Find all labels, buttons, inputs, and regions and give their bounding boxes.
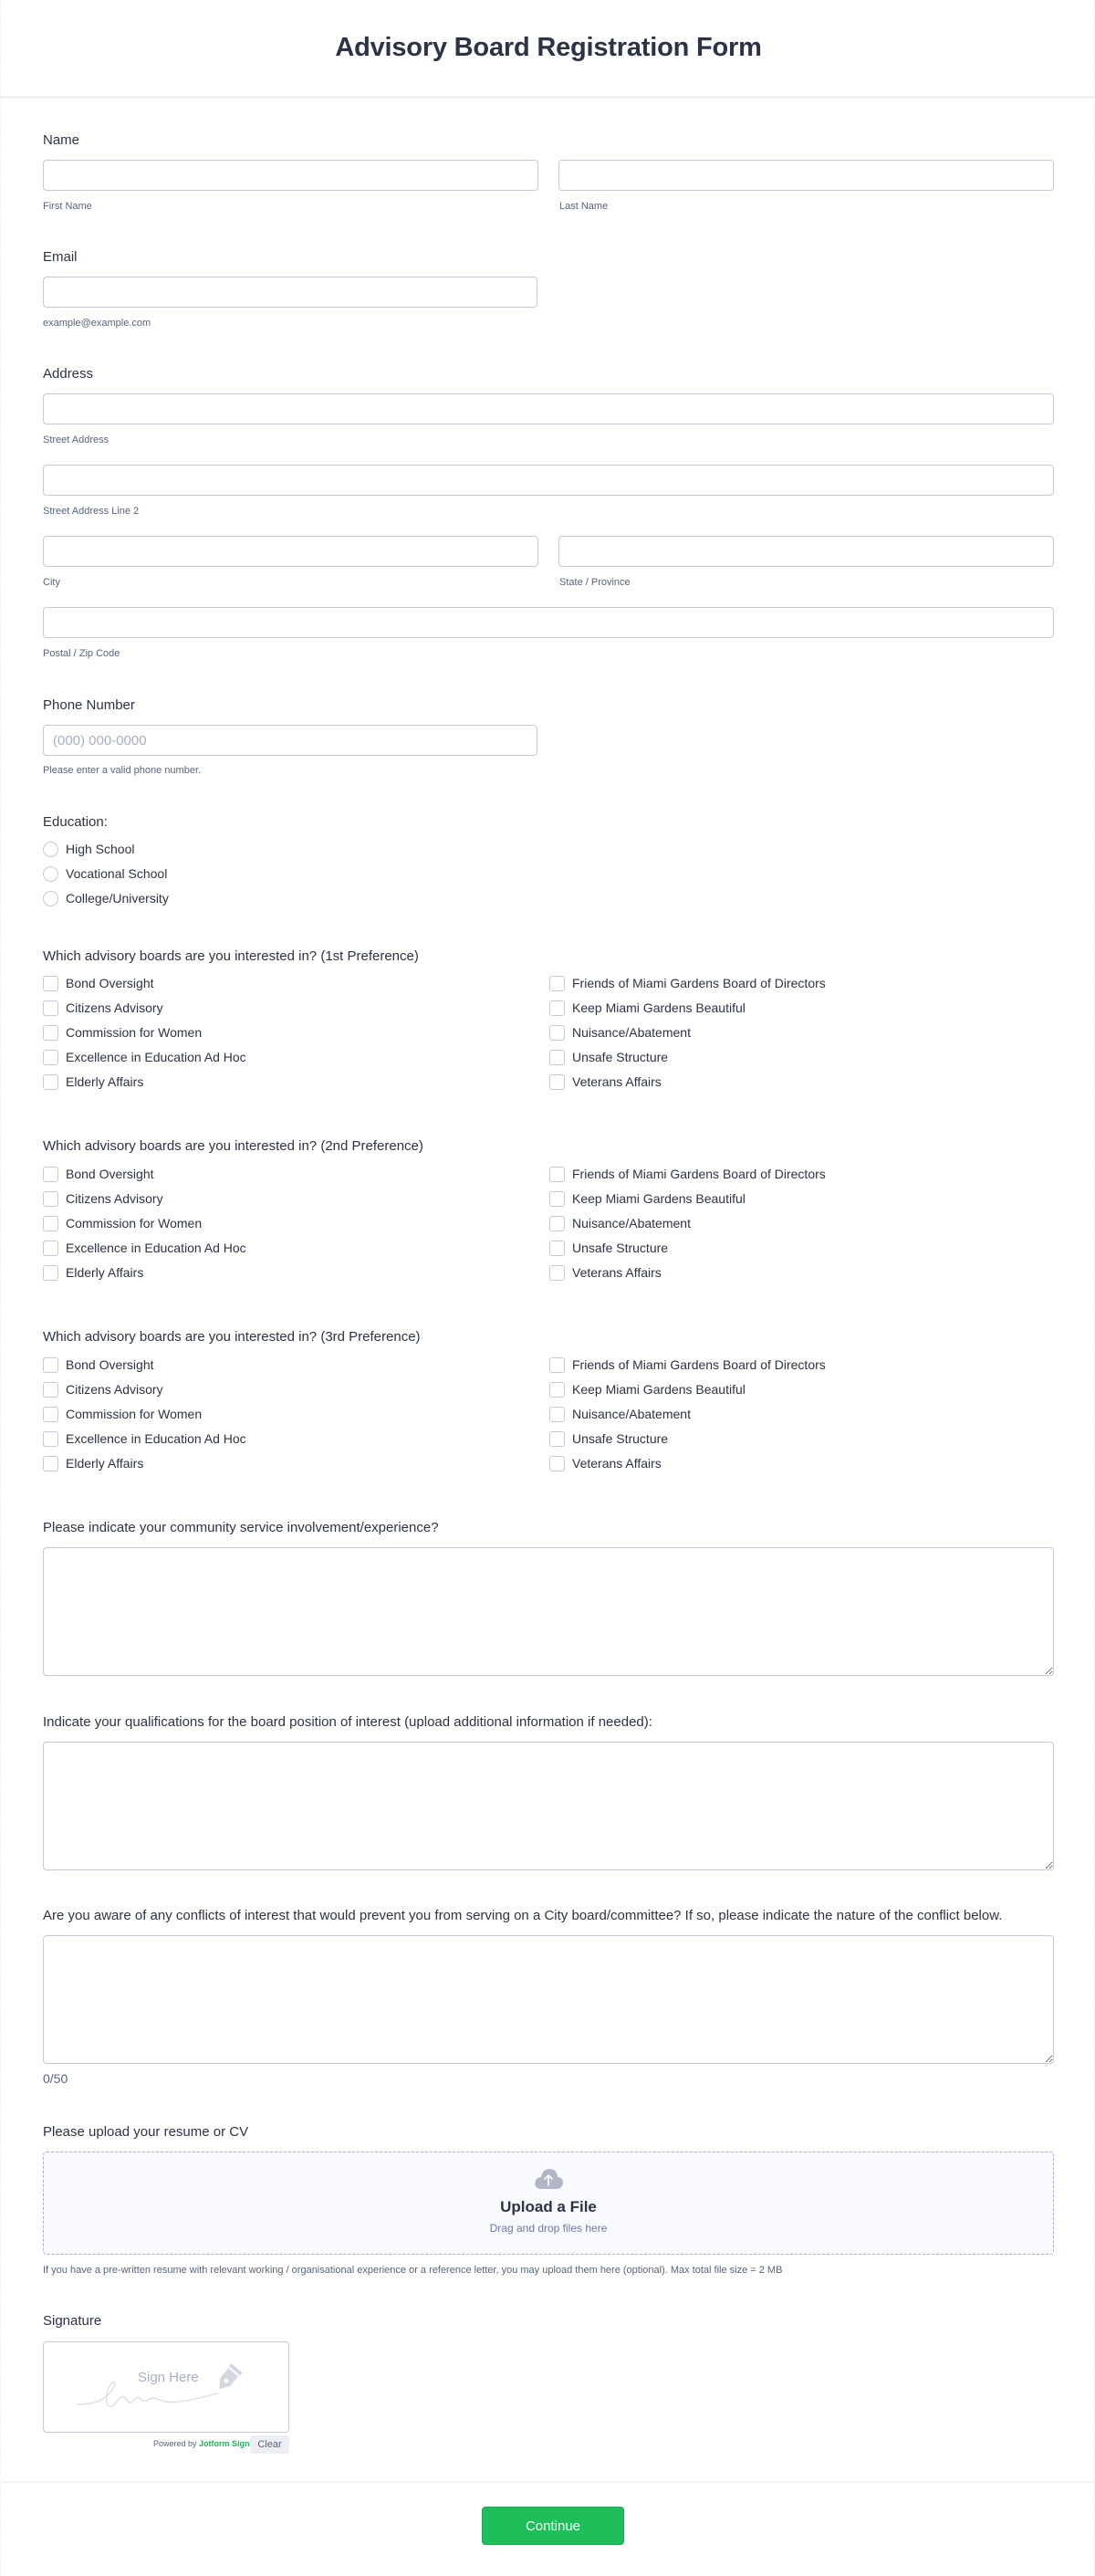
phone-input[interactable] — [43, 725, 537, 756]
signature-pad[interactable] — [43, 2341, 289, 2433]
checkbox-label: Commission for Women — [66, 1025, 203, 1040]
form-header — [1, 0, 1095, 99]
street-address-sublabel: Street Address — [43, 435, 110, 445]
street-address-line2-input[interactable] — [43, 465, 1054, 496]
checkbox-icon[interactable] — [549, 1431, 565, 1447]
checkbox-icon[interactable] — [43, 1382, 58, 1398]
clear-signature-button[interactable]: Clear — [250, 2435, 289, 2454]
checkbox-label: Citizens Advisory — [66, 1000, 163, 1015]
radio-circle-icon[interactable] — [43, 866, 58, 882]
checkbox-label: Excellence in Education Ad Hoc — [66, 1431, 246, 1446]
checkbox-option[interactable] — [549, 1429, 668, 1448]
phone-sublabel: Please enter a valid phone number. — [43, 765, 202, 776]
checkbox-label: Excellence in Education Ad Hoc — [66, 1050, 246, 1064]
checkbox-icon[interactable] — [43, 1456, 58, 1471]
continue-button[interactable]: Continue — [482, 2507, 624, 2545]
checkbox-option[interactable] — [43, 1263, 143, 1282]
checkbox-option[interactable] — [549, 1189, 746, 1208]
checkbox-icon[interactable] — [43, 976, 58, 991]
form-title: Advisory Board Registration Form — [335, 33, 762, 62]
last-name-input[interactable] — [558, 160, 1054, 191]
footer-divider — [1, 2481, 1095, 2483]
character-counter: 0/50 — [43, 2071, 68, 2086]
checkbox-icon[interactable] — [43, 1000, 58, 1016]
state-sublabel: State / Province — [559, 577, 631, 588]
preference-2nd-label: Which advisory boards are you interested in? (2nd Preference) — [43, 1138, 423, 1154]
email-input[interactable] — [43, 277, 537, 308]
checkbox-label: Bond Oversight — [66, 1167, 154, 1181]
checkbox-label: Commission for Women — [66, 1216, 203, 1230]
upload-subtitle: Drag and drop files here — [489, 2222, 608, 2235]
checkbox-option[interactable] — [43, 1073, 143, 1091]
checkbox-icon[interactable] — [549, 1050, 565, 1065]
checkbox-option[interactable] — [43, 1165, 154, 1183]
checkbox-label: Unsafe Structure — [572, 1050, 669, 1064]
checkbox-option[interactable] — [43, 1023, 202, 1042]
checkbox-label: Citizens Advisory — [66, 1191, 163, 1206]
file-dropzone[interactable] — [43, 2152, 1054, 2255]
checkbox-label: Commission for Women — [66, 1407, 203, 1421]
checkbox-icon[interactable] — [43, 1167, 58, 1182]
checkbox-icon[interactable] — [549, 1407, 565, 1422]
zip-sublabel: Postal / Zip Code — [43, 648, 120, 659]
checkbox-label: Nuisance/Abatement — [572, 1025, 691, 1040]
state-input[interactable] — [558, 536, 1054, 567]
checkbox-icon[interactable] — [43, 1265, 58, 1281]
checkbox-option[interactable] — [43, 1429, 246, 1448]
checkbox-option[interactable] — [43, 1405, 202, 1423]
qualifications-label: Indicate your qualifications for the board position of interest (upload additional information if needed): — [43, 1714, 652, 1730]
first-name-input[interactable] — [43, 160, 538, 191]
community-textarea[interactable] — [43, 1547, 1054, 1676]
email-sublabel: example@example.com — [43, 318, 151, 329]
last-name-sublabel: Last Name — [559, 201, 609, 212]
checkbox-icon[interactable] — [43, 1216, 58, 1231]
cloud-upload-icon — [533, 2167, 564, 2191]
checkbox-icon[interactable] — [43, 1025, 58, 1041]
checkbox-label: Keep Miami Gardens Beautiful — [572, 1382, 746, 1397]
checkbox-label: Nuisance/Abatement — [572, 1216, 691, 1230]
checkbox-icon[interactable] — [43, 1050, 58, 1065]
radio-circle-icon[interactable] — [43, 891, 58, 906]
preference-1st-label: Which advisory boards are you interested in? (1st Preference) — [43, 948, 419, 964]
checkbox-icon[interactable] — [43, 1074, 58, 1090]
radio-high-school[interactable]: High School — [43, 840, 135, 858]
email-label: Email — [43, 249, 78, 265]
checkbox-label: Veterans Affairs — [572, 1265, 662, 1280]
checkbox-option[interactable] — [549, 1454, 662, 1472]
education-label: Education: — [43, 814, 108, 830]
checkbox-option[interactable] — [549, 974, 826, 992]
checkbox-option[interactable] — [549, 1405, 691, 1423]
checkbox-label: Bond Oversight — [66, 976, 154, 990]
checkbox-icon[interactable] — [43, 1431, 58, 1447]
checkbox-option[interactable] — [549, 1380, 746, 1398]
checkbox-label: Friends of Miami Gardens Board of Directors — [572, 1167, 826, 1181]
checkbox-icon[interactable] — [549, 1216, 565, 1231]
zip-input[interactable] — [43, 607, 1054, 638]
checkbox-icon[interactable] — [549, 1025, 565, 1041]
checkbox-icon[interactable] — [549, 1265, 565, 1281]
checkbox-label: Keep Miami Gardens Beautiful — [572, 1000, 746, 1015]
checkbox-icon[interactable] — [549, 1074, 565, 1090]
checkbox-option[interactable] — [549, 1165, 826, 1183]
checkbox-label: Elderly Affairs — [66, 1456, 144, 1471]
checkbox-icon[interactable] — [43, 1357, 58, 1373]
checkbox-label: Unsafe Structure — [572, 1241, 669, 1255]
checkbox-option[interactable] — [43, 1214, 202, 1232]
upload-title: Upload a File — [500, 2198, 597, 2215]
sign-here-placeholder: Sign Here — [138, 2370, 199, 2385]
checkbox-icon[interactable] — [43, 1241, 58, 1256]
checkbox-option[interactable] — [43, 1189, 163, 1208]
checkbox-option[interactable] — [43, 1356, 154, 1374]
checkbox-option[interactable] — [43, 974, 154, 992]
preference-3rd-label: Which advisory boards are you interested in? (3rd Preference) — [43, 1329, 421, 1345]
checkbox-icon[interactable] — [549, 1357, 565, 1373]
checkbox-label: Excellence in Education Ad Hoc — [66, 1241, 246, 1255]
street-address-input[interactable] — [43, 393, 1054, 424]
upload-note: If you have a pre-written resume with relevant working / organisational experience or a reference letter, you may upload them here (optional). Max total file size = 2 MB — [43, 2265, 783, 2276]
checkbox-icon[interactable] — [549, 1000, 565, 1016]
radio-college-university[interactable]: College/University — [43, 889, 169, 907]
community-label: Please indicate your community service involvement/experience? — [43, 1520, 439, 1535]
checkbox-option[interactable] — [549, 1073, 662, 1091]
jotform-sign-link[interactable]: Jotform Sign — [199, 2439, 250, 2448]
checkbox-label: Unsafe Structure — [572, 1431, 669, 1446]
checkbox-icon[interactable] — [549, 1382, 565, 1398]
checkbox-option[interactable] — [549, 1214, 691, 1232]
street-address-line2-sublabel: Street Address Line 2 — [43, 506, 140, 517]
checkbox-label: Bond Oversight — [66, 1357, 154, 1372]
checkbox-icon[interactable] — [549, 1191, 565, 1207]
checkbox-icon[interactable] — [43, 1407, 58, 1422]
checkbox-label: Elderly Affairs — [66, 1265, 144, 1280]
checkbox-option[interactable] — [43, 1048, 246, 1066]
checkbox-option[interactable] — [549, 1023, 691, 1042]
city-input[interactable] — [43, 536, 538, 567]
checkbox-option[interactable] — [43, 1239, 246, 1257]
checkbox-label: Nuisance/Abatement — [572, 1407, 691, 1421]
phone-label: Phone Number — [43, 697, 135, 713]
checkbox-label: Citizens Advisory — [66, 1382, 163, 1397]
conflicts-textarea[interactable] — [43, 1935, 1054, 2064]
checkbox-icon[interactable] — [549, 1167, 565, 1182]
city-sublabel: City — [43, 577, 60, 588]
checkbox-icon[interactable] — [549, 1456, 565, 1471]
checkbox-label: Friends of Miami Gardens Board of Directors — [572, 976, 826, 990]
checkbox-option[interactable] — [549, 1263, 662, 1282]
radio-vocational-school[interactable]: Vocational School — [43, 864, 167, 883]
checkbox-option[interactable] — [43, 999, 163, 1017]
checkbox-label: Keep Miami Gardens Beautiful — [572, 1191, 746, 1206]
checkbox-icon[interactable] — [43, 1191, 58, 1207]
checkbox-option[interactable] — [43, 1454, 143, 1472]
checkbox-option[interactable] — [549, 1356, 826, 1374]
checkbox-option[interactable] — [43, 1380, 163, 1398]
signature-label: Signature — [43, 2313, 102, 2329]
radio-circle-icon[interactable] — [43, 842, 58, 857]
qualifications-textarea[interactable] — [43, 1742, 1054, 1870]
name-label: Name — [43, 132, 80, 148]
checkbox-label: Veterans Affairs — [572, 1074, 662, 1089]
checkbox-option[interactable] — [549, 1048, 668, 1066]
signature-squiggle-icon — [44, 2342, 290, 2434]
conflicts-label: Are you aware of any conflicts of interest that would prevent you from serving on a City board/committee? If so, please indicate the nature of the conflict below. — [43, 1908, 1003, 1923]
checkbox-option[interactable] — [549, 999, 746, 1017]
checkbox-option[interactable] — [549, 1239, 668, 1257]
first-name-sublabel: First Name — [43, 201, 92, 212]
checkbox-label: Veterans Affairs — [572, 1456, 662, 1471]
checkbox-label: Elderly Affairs — [66, 1074, 144, 1089]
upload-label: Please upload your resume or CV — [43, 2124, 249, 2140]
powered-by: Powered by Jotform Sign — [153, 2439, 250, 2448]
address-label: Address — [43, 366, 94, 382]
checkbox-label: Friends of Miami Gardens Board of Directors — [572, 1357, 826, 1372]
checkbox-icon[interactable] — [549, 976, 565, 991]
checkbox-icon[interactable] — [549, 1241, 565, 1256]
